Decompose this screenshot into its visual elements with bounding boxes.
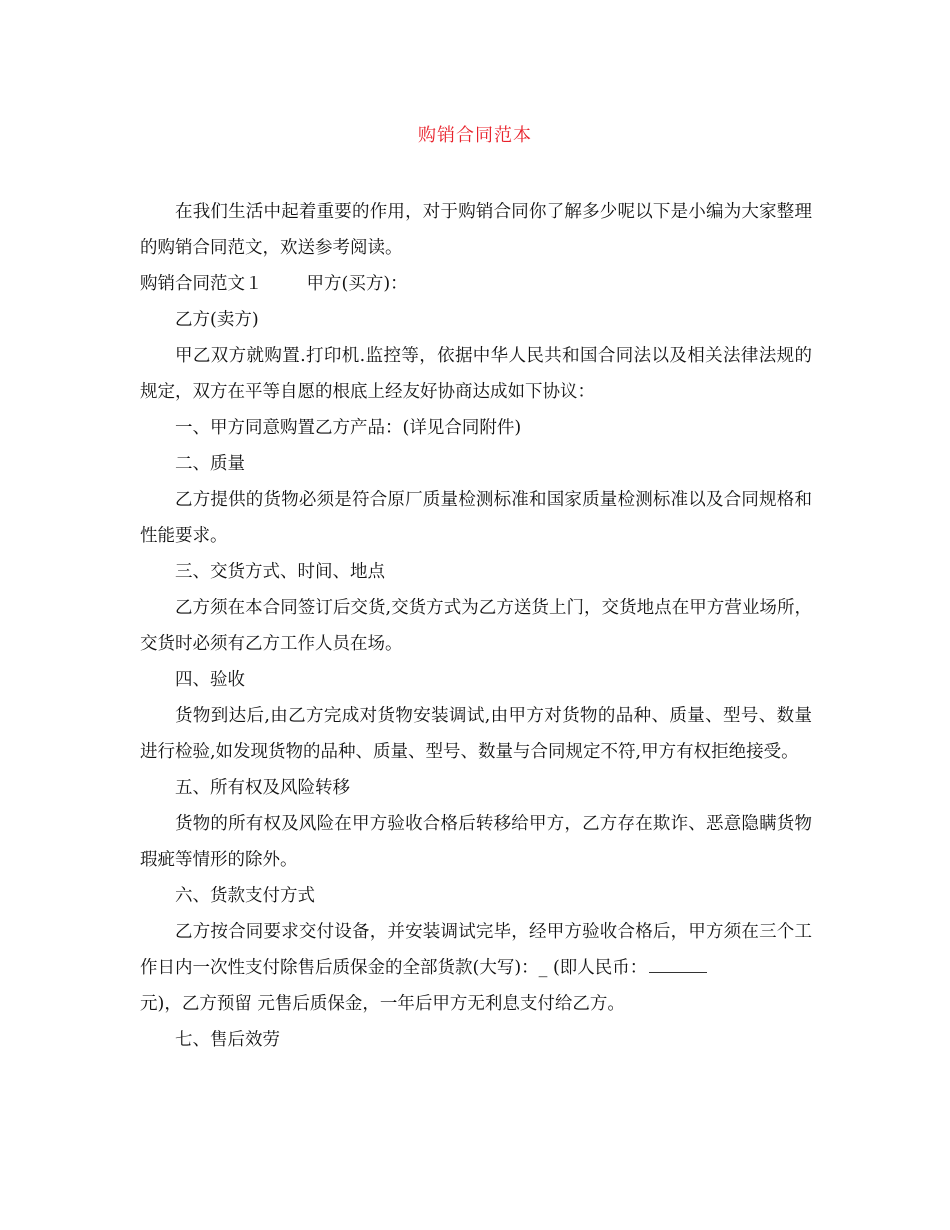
section-3-heading: 三、交货方式、时间、地点 (175, 562, 385, 582)
section-1-heading: 一、甲方同意购置乙方产品：(详见合同附件) (175, 418, 522, 438)
document-body (140, 194, 812, 1058)
section-6-body (140, 914, 812, 1022)
section-2-body: 乙方提供的货物必须是符合原厂质量检测标准和国家质量检测标准以及合同规格和性能要求。 (140, 490, 812, 546)
intro-paragraph: 在我们生活中起着重要的作用，对于购销合同你了解多少呢以下是小编为大家整理的购销合同范文，欢送参考阅读。 (140, 202, 812, 258)
section-2-heading: 二、质量 (175, 454, 245, 474)
document-title: 购销合同范本 (418, 125, 532, 146)
section-5-body: 货物的所有权及风险在甲方验收合格后转移给甲方，乙方存在欺诈、恶意隐瞒货物瑕疵等情形的除外。 (140, 814, 812, 870)
section-7-heading: 七、售后效劳 (175, 1030, 280, 1050)
section-4-heading: 四、验收 (175, 670, 245, 690)
amount-blank-line (649, 956, 707, 973)
sample-label: 购销合同范文１ (140, 274, 263, 294)
preamble-paragraph: 甲乙双方就购置.打印机.监控等，依据中华人民共和国合同法以及相关法律法规的规定，双方在平等自愿的根底上经友好协商达成如下协议： (140, 346, 812, 402)
section-6-body-part2: 元)，乙方预留 元售后质保金，一年后甲方无利息支付给乙方。 (140, 994, 625, 1014)
section-4-body: 货物到达后,由乙方完成对货物安装调试,由甲方对货物的品种、质量、型号、数量进行检验,如发现货物的品种、质量、型号、数量与合同规定不符,甲方有权拒绝接受。 (140, 706, 812, 762)
sample-heading-line (140, 266, 812, 302)
party-a-label: 甲方(买方)： (306, 274, 408, 294)
section-3-body: 乙方须在本合同签订后交货,交货方式为乙方送货上门，交货地点在甲方营业场所，交货时必须有乙方工作人员在场。 (140, 598, 812, 654)
section-5-heading: 五、所有权及风险转移 (175, 778, 350, 798)
section-6-body-part1: 乙方按合同要求交付设备，并安装调试完毕，经甲方验收合格后，甲方须在三个工作日内一次性支付除售后质保金的全部货款(大写)：_ (即人民币： (140, 922, 812, 978)
section-6-heading: 六、货款支付方式 (175, 886, 315, 906)
party-b-label: 乙方(卖方) (175, 310, 259, 330)
